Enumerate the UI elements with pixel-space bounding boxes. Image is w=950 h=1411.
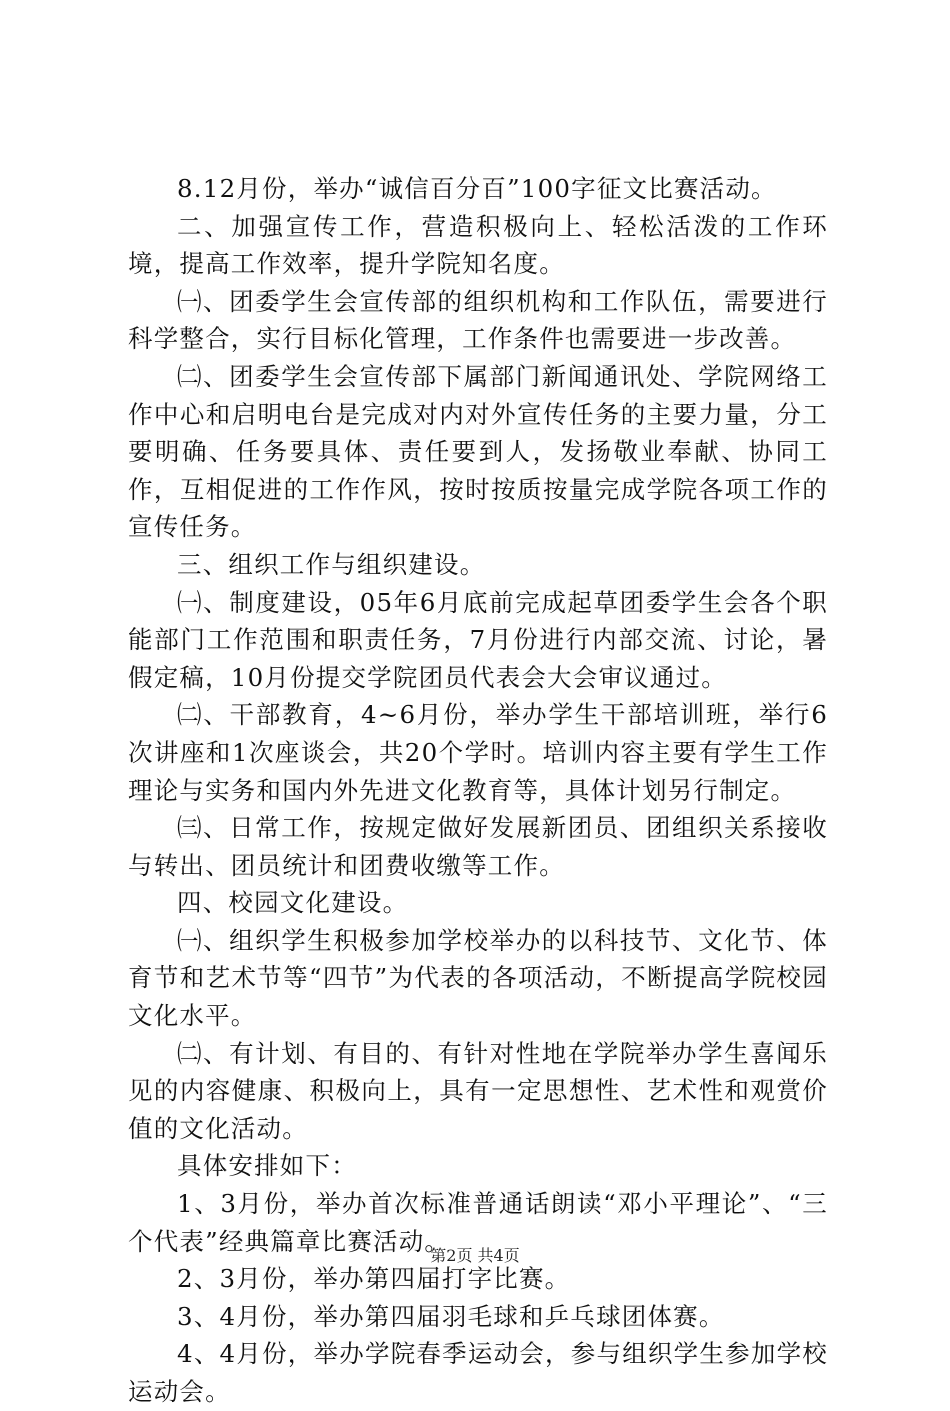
paragraph: ㈠、组织学生积极参加学校举办的以科技节、文化节、体育节和艺术节等“四节”为代表的各项活动，不断提高学院校园文化水平。 bbox=[128, 925, 828, 1031]
list-item: 2、3月份，举办第四届打字比赛。 bbox=[177, 1264, 571, 1294]
paragraph: 具体安排如下： bbox=[177, 1151, 357, 1181]
section-heading: 二、加强宣传工作，营造积极向上、轻松活泼的工作环境，提高工作效率，提升学院知名度。 bbox=[128, 211, 828, 279]
document-body bbox=[128, 170, 828, 1411]
paragraph: ㈠、团委学生会宣传部的组织机构和工作队伍，需要进行科学整合，实行目标化管理，工作条件也需要进一步改善。 bbox=[128, 286, 828, 354]
paragraph: ㈡、有计划、有目的、有针对性地在学院举办学生喜闻乐见的内容健康、积极向上，具有一定思想性、艺术性和观赏价值的文化活动。 bbox=[128, 1038, 828, 1143]
list-item: 4、4月份，举办学院春季运动会，参与组织学生参加学校运动会。 bbox=[128, 1339, 828, 1406]
list-item: 1、3月份，举办首次标准普通话朗读“邓小平理论”、“三个代表”经典篇章比赛活动。 bbox=[128, 1189, 828, 1256]
paragraph: ㈡、团委学生会宣传部下属部门新闻通讯处、学院网络工作中心和启明电台是完成对内对外宣传任务的主要力量，分工要明确、任务要具体、责任要到人，发扬敬业奉献、协同工作，互相促进的工作作风，按时按质按量完成学院各项工作的宣传任务。 bbox=[128, 361, 828, 542]
paragraph: ㈠、制度建设，05年6月底前完成起草团委学生会各个职能部门工作范围和职责任务，7月份进行内部交流、讨论，暑假定稿，10月份提交学院团员代表会大会审议通过。 bbox=[128, 587, 828, 692]
paragraph: ㈡、干部教育，4~6月份，举办学生干部培训班，举行6次讲座和1次座谈会，共20个学时。培训内容主要有学生工作理论与实务和国内外先进文化教育等，具体计划另行制定。 bbox=[128, 700, 828, 805]
page-number-footer: 第2页 共4页 bbox=[430, 1246, 520, 1265]
paragraph: 8.12月份，举办“诚信百分百”100字征文比赛活动。 bbox=[177, 174, 777, 203]
section-heading: 四、校园文化建设。 bbox=[177, 888, 409, 918]
paragraph: ㈢、日常工作，按规定做好发展新团员、团组织关系接收与转出、团员统计和团费收缴等工作。 bbox=[128, 813, 828, 880]
section-heading: 三、组织工作与组织建设。 bbox=[177, 549, 486, 579]
list-item: 3、4月份，举办第四届羽毛球和乒乓球团体赛。 bbox=[177, 1301, 725, 1331]
